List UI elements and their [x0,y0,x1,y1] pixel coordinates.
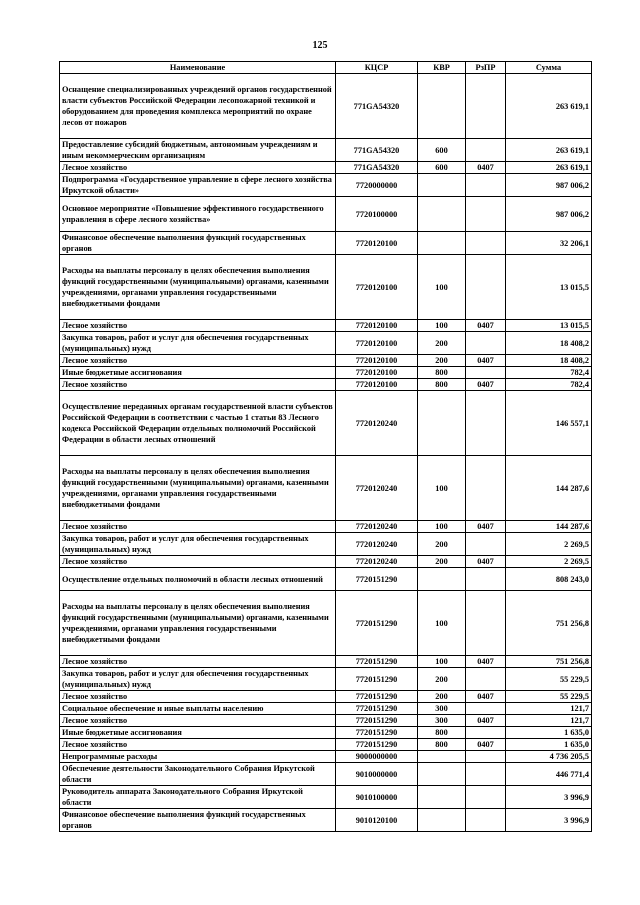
cell-rzpr [466,391,506,456]
cell-kcsr: 7720151290 [336,727,418,739]
table-row [60,703,592,715]
cell-kcsr: 7720120100 [336,255,418,320]
budget-table [59,61,592,832]
cell-sum: 446 771,4 [506,763,592,786]
cell-name: Социальное обеспечение и иные выплаты населению [60,703,336,715]
cell-kvr: 100 [418,320,466,332]
cell-kcsr: 771GA54320 [336,162,418,174]
cell-name: Лесное хозяйство [60,739,336,751]
cell-kvr [418,232,466,255]
cell-sum: 782,4 [506,379,592,391]
cell-kcsr: 7720120100 [336,355,418,367]
cell-kcsr: 7720151290 [336,739,418,751]
table-body [60,74,592,832]
cell-kvr: 600 [418,139,466,162]
cell-rzpr [466,809,506,832]
cell-sum: 13 015,5 [506,255,592,320]
cell-name: Непрограммные расходы [60,751,336,763]
header-sum: Сумма [506,62,592,74]
table-row [60,232,592,255]
cell-kvr: 800 [418,739,466,751]
table-row [60,591,592,656]
cell-kcsr: 7720000000 [336,174,418,197]
cell-kvr: 100 [418,591,466,656]
table-row [60,556,592,568]
cell-sum: 751 256,8 [506,656,592,668]
cell-kcsr: 7720120240 [336,456,418,521]
cell-name: Лесное хозяйство [60,521,336,533]
cell-sum: 32 206,1 [506,232,592,255]
cell-sum: 751 256,8 [506,591,592,656]
cell-rzpr [466,751,506,763]
cell-rzpr [466,763,506,786]
cell-name: Осуществление отдельных полномочий в области лесных отношений [60,568,336,591]
cell-rzpr: 0407 [466,521,506,533]
cell-rzpr [466,174,506,197]
cell-name: Лесное хозяйство [60,656,336,668]
cell-sum: 18 408,2 [506,355,592,367]
cell-rzpr: 0407 [466,715,506,727]
cell-name: Лесное хозяйство [60,320,336,332]
cell-name: Лесное хозяйство [60,355,336,367]
cell-name: Закупка товаров, работ и услуг для обеспечения государственных (муниципальных) нужд [60,533,336,556]
cell-sum: 263 619,1 [506,162,592,174]
table-row [60,255,592,320]
table-row [60,691,592,703]
cell-name: Закупка товаров, работ и услуг для обеспечения государственных (муниципальных) нужд [60,668,336,691]
cell-kvr: 200 [418,355,466,367]
cell-rzpr [466,197,506,232]
table-row [60,715,592,727]
cell-name: Оснащение специализированных учреждений органов государственной власти субъектов Российской Федерации лесопожарной техникой и оборудованием для проведения комплекса мероприятий по охране лесов от пожаров [60,74,336,139]
cell-rzpr: 0407 [466,379,506,391]
cell-rzpr [466,703,506,715]
cell-name: Расходы на выплаты персоналу в целях обеспечения выполнения функций государственными (муниципальными) органами, казенными учреждениями, органами управления государственными внебюджетными фондами [60,456,336,521]
cell-kcsr: 7720151290 [336,591,418,656]
cell-rzpr: 0407 [466,320,506,332]
table-row [60,809,592,832]
cell-rzpr [466,568,506,591]
cell-kcsr: 771GA54320 [336,74,418,139]
table-row [60,355,592,367]
cell-kvr: 200 [418,332,466,355]
cell-sum: 263 619,1 [506,74,592,139]
cell-sum: 18 408,2 [506,332,592,355]
cell-kcsr: 7720151290 [336,568,418,591]
cell-kvr [418,786,466,809]
cell-sum: 4 736 205,5 [506,751,592,763]
cell-kvr [418,391,466,456]
cell-sum: 2 269,5 [506,533,592,556]
cell-kvr: 800 [418,727,466,739]
table-header-row [60,62,592,74]
cell-sum: 146 557,1 [506,391,592,456]
cell-kcsr: 9010000000 [336,763,418,786]
cell-name: Предоставление субсидий бюджетным, автономным учреждениям и иным некоммерческим организациям [60,139,336,162]
table-row [60,456,592,521]
cell-kvr: 200 [418,556,466,568]
cell-kcsr: 771GA54320 [336,139,418,162]
cell-sum: 3 996,9 [506,809,592,832]
table-row [60,320,592,332]
cell-kvr: 200 [418,533,466,556]
cell-sum: 121,7 [506,703,592,715]
table-row [60,568,592,591]
cell-sum: 1 635,0 [506,739,592,751]
table-row [60,174,592,197]
cell-sum: 263 619,1 [506,139,592,162]
cell-kcsr: 7720120100 [336,332,418,355]
cell-name: Лесное хозяйство [60,162,336,174]
cell-kcsr: 7720120100 [336,320,418,332]
cell-kvr: 100 [418,521,466,533]
cell-rzpr [466,74,506,139]
cell-kcsr: 7720120240 [336,521,418,533]
cell-kcsr: 7720100000 [336,197,418,232]
cell-name: Расходы на выплаты персоналу в целях обеспечения выполнения функций государственными (муниципальными) органами, казенными учреждениями, органами управления государственными внебюджетными фондами [60,255,336,320]
cell-kcsr: 7720151290 [336,656,418,668]
cell-rzpr: 0407 [466,739,506,751]
cell-sum: 121,7 [506,715,592,727]
cell-sum: 13 015,5 [506,320,592,332]
cell-name: Лесное хозяйство [60,379,336,391]
cell-kvr: 300 [418,703,466,715]
cell-rzpr [466,668,506,691]
cell-name: Лесное хозяйство [60,715,336,727]
cell-sum: 144 287,6 [506,456,592,521]
cell-name: Расходы на выплаты персоналу в целях обеспечения выполнения функций государственными (муниципальными) органами, казенными учреждениями, органами управления государственными внебюджетными фондами [60,591,336,656]
table-row [60,139,592,162]
cell-rzpr: 0407 [466,556,506,568]
cell-sum: 55 229,5 [506,668,592,691]
cell-name: Финансовое обеспечение выполнения функций государственных органов [60,809,336,832]
cell-sum: 2 269,5 [506,556,592,568]
cell-rzpr [466,456,506,521]
cell-sum: 987 006,2 [506,197,592,232]
cell-kvr: 200 [418,668,466,691]
cell-name: Лесное хозяйство [60,691,336,703]
cell-kvr: 800 [418,379,466,391]
cell-kcsr: 7720151290 [336,703,418,715]
header-name: Наименование [60,62,336,74]
table-row [60,668,592,691]
cell-rzpr [466,367,506,379]
cell-kvr: 100 [418,656,466,668]
cell-kvr [418,763,466,786]
cell-rzpr [466,786,506,809]
cell-kcsr: 7720120240 [336,556,418,568]
cell-kcsr: 7720120240 [336,533,418,556]
cell-kcsr: 9000000000 [336,751,418,763]
cell-kcsr: 7720120240 [336,391,418,456]
table-row [60,367,592,379]
cell-sum: 3 996,9 [506,786,592,809]
cell-kcsr: 7720151290 [336,715,418,727]
page-number: 125 [312,40,328,51]
table-row [60,763,592,786]
cell-name: Иные бюджетные ассигнования [60,367,336,379]
cell-kvr: 200 [418,691,466,703]
table-row [60,379,592,391]
cell-rzpr: 0407 [466,162,506,174]
cell-rzpr [466,255,506,320]
cell-kcsr: 7720120100 [336,367,418,379]
cell-kcsr: 7720151290 [336,668,418,691]
table-row [60,162,592,174]
cell-kvr [418,197,466,232]
table-row [60,74,592,139]
cell-rzpr [466,332,506,355]
cell-kvr [418,174,466,197]
cell-sum: 1 635,0 [506,727,592,739]
cell-sum: 55 229,5 [506,691,592,703]
cell-sum: 782,4 [506,367,592,379]
cell-sum: 987 006,2 [506,174,592,197]
cell-kcsr: 7720151290 [336,691,418,703]
cell-kvr [418,74,466,139]
cell-rzpr [466,727,506,739]
cell-rzpr [466,139,506,162]
cell-name: Лесное хозяйство [60,556,336,568]
cell-kcsr: 9010100000 [336,786,418,809]
cell-name: Руководитель аппарата Законодательного Собрания Иркутской области [60,786,336,809]
table-row [60,751,592,763]
cell-kvr [418,809,466,832]
cell-name: Финансовое обеспечение выполнения функций государственных органов [60,232,336,255]
cell-sum: 808 243,0 [506,568,592,591]
cell-rzpr [466,533,506,556]
cell-kvr: 100 [418,255,466,320]
header-rzpr: РзПР [466,62,506,74]
cell-kcsr: 9010120100 [336,809,418,832]
cell-sum: 144 287,6 [506,521,592,533]
table-row [60,197,592,232]
cell-kvr [418,568,466,591]
cell-kvr: 600 [418,162,466,174]
header-kvr: КВР [418,62,466,74]
cell-name: Подпрограмма «Государственное управление в сфере лесного хозяйства Иркутской области» [60,174,336,197]
cell-kvr: 100 [418,456,466,521]
cell-name: Основное мероприятие «Повышение эффективного государственного управления в сфере лесного хозяйства» [60,197,336,232]
header-kcsr: КЦСР [336,62,418,74]
table-row [60,727,592,739]
table-row [60,521,592,533]
cell-name: Обеспечение деятельности Законодательного Собрания Иркутской области [60,763,336,786]
cell-rzpr [466,591,506,656]
cell-rzpr: 0407 [466,656,506,668]
cell-name: Осуществление переданных органам государственной власти субъектов Российской Федерации в соответствии с частью 1 статьи 83 Лесного кодекса Российской Федерации отдельных полномочий Российской Федерации в области лесных отношений [60,391,336,456]
cell-kvr: 800 [418,367,466,379]
cell-kcsr: 7720120100 [336,379,418,391]
cell-kvr [418,751,466,763]
table-row [60,391,592,456]
table-row [60,332,592,355]
cell-name: Иные бюджетные ассигнования [60,727,336,739]
cell-kvr: 300 [418,715,466,727]
cell-kcsr: 7720120100 [336,232,418,255]
table-row [60,656,592,668]
cell-rzpr [466,232,506,255]
cell-rzpr: 0407 [466,691,506,703]
table-row [60,739,592,751]
cell-rzpr: 0407 [466,355,506,367]
cell-name: Закупка товаров, работ и услуг для обеспечения государственных (муниципальных) нужд [60,332,336,355]
table-row [60,533,592,556]
table-row [60,786,592,809]
